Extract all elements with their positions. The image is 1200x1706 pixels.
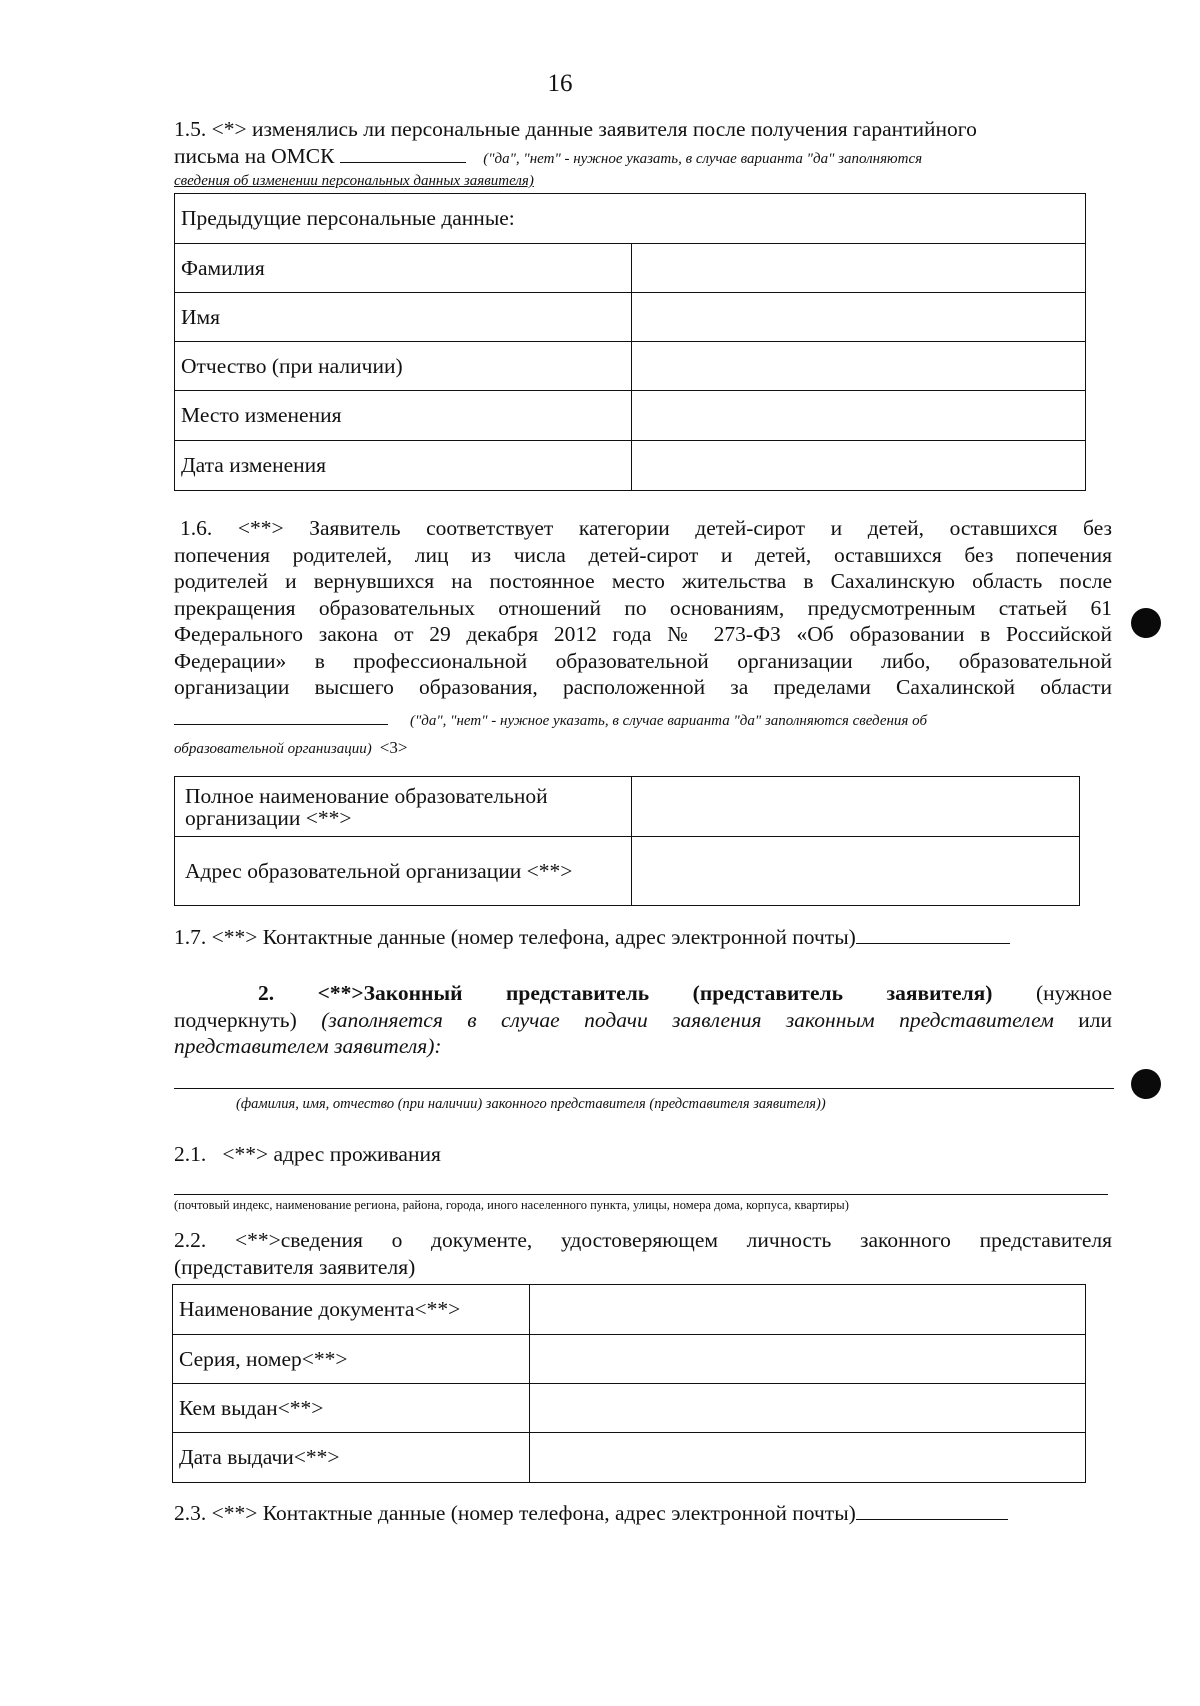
section-1-6-line-7: организации высшего образования, расположенной за пределами Сахалинской области — [174, 675, 1112, 699]
section-2-num: 2. — [258, 981, 275, 1005]
section-1-6-line-5: Федерального закона от 29 декабря 2012 года № 273-ФЗ «Об образовании в Российской — [174, 622, 1112, 646]
section-2-1-text: 2.1. <**> адрес проживания — [174, 1142, 441, 1166]
section-2-bold: <**>Законный представитель (представитель заявителя) — [317, 981, 993, 1005]
section-2-2-paragraph — [174, 1227, 1112, 1280]
section-1-6-line-4: прекращения образовательных отношений по основаниям, предусмотренным статьей 61 — [174, 595, 1112, 620]
section-2-2-line-2: (представителя заявителя) — [174, 1254, 416, 1279]
section-2-line-1 — [174, 980, 1112, 1007]
row-label-change-place: Место изменения — [175, 391, 632, 441]
section-1-5-line1 — [174, 116, 1084, 143]
punch-hole-upper — [1131, 608, 1161, 638]
row-value-org-name[interactable] — [632, 777, 1080, 837]
row-label-org-name: Полное наименование образовательной организации <**> — [175, 777, 632, 837]
section-2-or: или — [1078, 1007, 1112, 1032]
section-1-5-text: 1.5. <*> изменялись ли персональные данные заявителя после получения гарантийного — [174, 117, 977, 141]
section-1-7-text: 1.7. <**> Контактные данные (номер телефона, адрес электронной почты) — [174, 925, 856, 949]
row-label-issue-date: Дата выдачи<**> — [173, 1433, 530, 1483]
section-1-5-note: ("да", "нет" - нужное указать, в случае варианта "да" заполняются — [483, 151, 923, 167]
section-2-underline-word: подчеркнуть) — [174, 1007, 297, 1032]
section-1-6-note: ("да", "нет" - нужное указать, в случае варианта "да" заполняются сведения об — [410, 713, 927, 729]
representative-name-line[interactable] — [174, 1088, 1114, 1089]
section-1-5-lead: письма на ОМСК — [174, 144, 335, 168]
row-label-change-date: Дата изменения — [175, 441, 632, 491]
section-2-line-3: представителем заявителя): — [174, 1034, 442, 1058]
section-1-6-note-line — [174, 712, 1114, 730]
row-label-name: Имя — [175, 293, 632, 342]
row-value-doc-name[interactable] — [530, 1285, 1086, 1335]
section-2-paragraph — [174, 980, 1112, 1060]
section-1-5-line2 — [174, 143, 1094, 173]
education-org-table — [174, 776, 1080, 906]
row-value-issue-date[interactable] — [530, 1433, 1086, 1483]
section-2-2-line-1: 2.2. <**>сведения о документе, удостоверяющем личность законного представителя — [174, 1228, 1112, 1252]
row-label-org-address: Адрес образовательной организации <**> — [175, 837, 632, 906]
row-value-surname[interactable] — [632, 244, 1086, 293]
page-number: 16 — [547, 70, 573, 97]
section-2-after-bold: (нужное — [1035, 981, 1112, 1005]
section-1-5-note-cont: сведения об изменении персональных данных заявителя) — [174, 173, 534, 189]
section-1-6-note-cont: образовательной организации) — [174, 741, 372, 757]
row-label-issued-by: Кем выдан<**> — [173, 1384, 530, 1433]
contact-blank-1-7[interactable] — [856, 941, 1010, 944]
row-value-change-place[interactable] — [632, 391, 1086, 441]
identity-document-table — [172, 1284, 1086, 1483]
punch-hole-lower — [1131, 1069, 1161, 1099]
section-2-line-2 — [174, 1007, 1112, 1034]
education-answer-blank[interactable] — [174, 722, 388, 725]
previous-data-header: Предыдущие персональные данные: — [175, 194, 1086, 244]
section-1-7-line — [174, 924, 1010, 951]
row-value-issued-by[interactable] — [530, 1384, 1086, 1433]
row-value-change-date[interactable] — [632, 441, 1086, 491]
section-1-6-line-1: 1.6. <**> Заявитель соответствует категории детей-сирот и детей, оставшихся без — [180, 516, 1112, 540]
row-value-series-number[interactable] — [530, 1335, 1086, 1384]
section-1-6-line-6: Федерации» в профессиональной образовательной организации либо, образовательной — [174, 648, 1112, 673]
row-label-series-number: Серия, номер<**> — [173, 1335, 530, 1384]
row-value-org-address[interactable] — [632, 837, 1080, 906]
section-1-6-paragraph — [174, 515, 1112, 701]
section-1-6-line-2: попечения родителей, лиц из числа детей-сирот и детей, оставшихся без попечения — [174, 542, 1112, 567]
row-value-name[interactable] — [632, 293, 1086, 342]
section-2-3-line — [174, 1500, 1008, 1527]
section-1-6-line-3: родителей и вернувшихся на постоянное место жительства в Сахалинскую область после — [174, 569, 1112, 593]
row-label-surname: Фамилия — [175, 244, 632, 293]
row-value-patronymic[interactable] — [632, 342, 1086, 391]
address-caption: (почтовый индекс, наименование региона, района, города, иного населенного пункта, улицы, номера дома, корпуса, квартиры) — [174, 1198, 849, 1212]
row-label-doc-name: Наименование документа<**> — [173, 1285, 530, 1335]
section-2-italic: (заполняется в случае подачи заявления законным представителем — [321, 1007, 1054, 1032]
footnote-ref-3: <3> — [379, 738, 408, 757]
omsk-answer-blank[interactable] — [340, 160, 466, 163]
address-line[interactable] — [174, 1194, 1108, 1195]
row-label-patronymic: Отчество (при наличии) — [175, 342, 632, 391]
previous-personal-data-table — [174, 193, 1086, 491]
section-1-6-note-line2 — [174, 738, 407, 758]
representative-name-caption: (фамилия, имя, отчество (при наличии) законного представителя (представителя заявителя)) — [236, 1096, 826, 1112]
section-2-3-text: 2.3. <**> Контактные данные (номер телефона, адрес электронной почты) — [174, 1501, 856, 1525]
contact-blank-2-3[interactable] — [856, 1517, 1008, 1520]
